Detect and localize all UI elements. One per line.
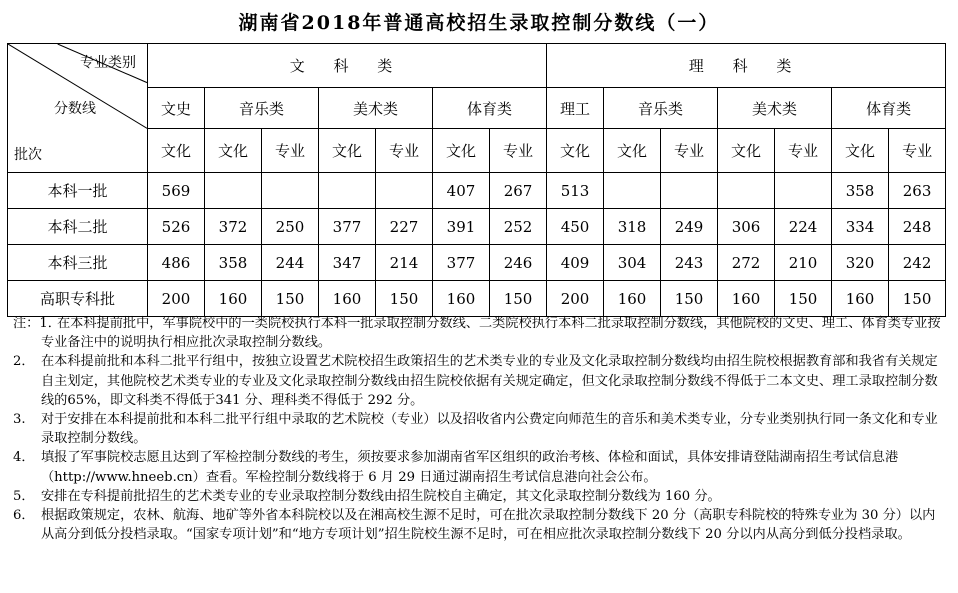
note-text: 在本科提前批中，军事院校中的一类院校执行本科一批录取控制分数线、二类院校执行本科二批录取控制分数线，其他院校的文史、理工、体育类专业按专业备注中的说明执行相应批次录取控制分数线。 bbox=[41, 316, 941, 351]
score-cell: 407 bbox=[433, 173, 490, 209]
score-cell: 569 bbox=[148, 173, 205, 209]
score-cell: 248 bbox=[889, 209, 946, 245]
note-text: 安排在专科提前批招生的艺术类专业的专业录取控制分数线由招生院校自主确定，其文化录取控制分数线为 160 分。 bbox=[41, 488, 721, 504]
score-cell: 358 bbox=[205, 245, 262, 281]
col-header: 专业 bbox=[775, 129, 832, 173]
col-header: 专业 bbox=[262, 129, 319, 173]
table-row bbox=[8, 173, 946, 209]
score-cell bbox=[661, 173, 718, 209]
score-cell: 243 bbox=[661, 245, 718, 281]
col-header: 文化 bbox=[718, 129, 775, 173]
score-cell bbox=[376, 173, 433, 209]
score-cell: 358 bbox=[832, 173, 889, 209]
score-cell: 246 bbox=[490, 245, 547, 281]
note-text: 对于安排在本科提前批和本科二批平行组中录取的艺术院校（专业）以及招收省内公费定向师范生的音乐和美术类专业，分专业类别执行同一条文化和专业录取控制分数线。 bbox=[41, 412, 938, 447]
notes-section bbox=[13, 314, 948, 544]
score-cell bbox=[604, 173, 661, 209]
col-header: 文化 bbox=[319, 129, 376, 173]
score-cell: 150 bbox=[661, 281, 718, 317]
score-cell: 486 bbox=[148, 245, 205, 281]
score-cell: 250 bbox=[262, 209, 319, 245]
score-cell: 372 bbox=[205, 209, 262, 245]
score-cell: 267 bbox=[490, 173, 547, 209]
score-cell: 150 bbox=[376, 281, 433, 317]
score-cell: 320 bbox=[832, 245, 889, 281]
col-header: 文化 bbox=[148, 129, 205, 173]
subcat-header: 理工 bbox=[547, 88, 604, 129]
score-table bbox=[7, 43, 946, 317]
note-number: 3. bbox=[13, 412, 26, 428]
score-cell: 391 bbox=[433, 209, 490, 245]
note-text: 根据政策规定，农林、航海、地矿等外省本科院校以及在湘高校生源不足时，可在批次录取控制分数线下 20 分（高职专科院校的特殊专业为 30 分）以内从高分到低分投档录取。“国家专项计划”和“地方专项计划”招生院校生源不足时，可在相应批次录取控制分数线下 20 分以内从高分到低分投档录取。 bbox=[41, 508, 936, 543]
subcat-header: 美术类 bbox=[319, 88, 433, 129]
score-cell: 377 bbox=[319, 209, 376, 245]
score-cell: 377 bbox=[433, 245, 490, 281]
score-cell: 249 bbox=[661, 209, 718, 245]
subcat-header: 体育类 bbox=[433, 88, 547, 129]
score-cell: 160 bbox=[433, 281, 490, 317]
score-cell: 272 bbox=[718, 245, 775, 281]
note-item bbox=[13, 487, 948, 506]
col-header: 专业 bbox=[490, 129, 547, 173]
score-cell: 160 bbox=[205, 281, 262, 317]
score-cell: 526 bbox=[148, 209, 205, 245]
score-cell: 450 bbox=[547, 209, 604, 245]
score-cell: 513 bbox=[547, 173, 604, 209]
subcat-header: 美术类 bbox=[718, 88, 832, 129]
score-cell: 160 bbox=[718, 281, 775, 317]
score-cell: 304 bbox=[604, 245, 661, 281]
score-cell: 242 bbox=[889, 245, 946, 281]
score-cell: 318 bbox=[604, 209, 661, 245]
note-item bbox=[13, 506, 948, 544]
score-cell: 150 bbox=[775, 281, 832, 317]
score-cell: 244 bbox=[262, 245, 319, 281]
col-header: 文化 bbox=[832, 129, 889, 173]
group-header-liberal-arts: 文 科 类 bbox=[148, 44, 547, 88]
note-item bbox=[13, 448, 948, 486]
col-header: 文化 bbox=[433, 129, 490, 173]
header-category-label: 专业类别 bbox=[80, 55, 136, 71]
note-text: 填报了军事院校志愿且达到了军检控制分数线的考生，须按要求参加湖南省军区组织的政治考核、体检和面试，具体安排请登陆湖南招生考试信息港（http://www.hneeb.cn）查看。军检控制分数线将于 6 月 29 日通过湖南招生考试信息港向社会公布。 bbox=[41, 450, 899, 485]
notes-prefix: 注： bbox=[13, 316, 40, 331]
score-cell: 160 bbox=[319, 281, 376, 317]
score-cell: 334 bbox=[832, 209, 889, 245]
subcat-header: 音乐类 bbox=[604, 88, 718, 129]
score-cell: 306 bbox=[718, 209, 775, 245]
score-cell: 263 bbox=[889, 173, 946, 209]
col-header: 专业 bbox=[376, 129, 433, 173]
note-item bbox=[13, 410, 948, 448]
note-number: 4． bbox=[13, 450, 35, 466]
score-cell bbox=[718, 173, 775, 209]
batch-cell: 本科一批 bbox=[8, 173, 148, 209]
note-number: 1． bbox=[39, 316, 61, 331]
score-cell: 224 bbox=[775, 209, 832, 245]
subcat-header: 音乐类 bbox=[205, 88, 319, 129]
group-header-science: 理 科 类 bbox=[547, 44, 946, 88]
page-title: 湖南省2018年普通高校招生录取控制分数线（一） bbox=[238, 12, 720, 34]
batch-cell: 高职专科批 bbox=[8, 281, 148, 317]
score-cell: 150 bbox=[490, 281, 547, 317]
diagonal-header-cell bbox=[8, 44, 148, 173]
score-cell: 347 bbox=[319, 245, 376, 281]
col-header: 文化 bbox=[547, 129, 604, 173]
note-number: 2． bbox=[13, 354, 35, 370]
batch-cell: 本科二批 bbox=[8, 209, 148, 245]
subcat-header: 体育类 bbox=[832, 88, 946, 129]
note-item bbox=[13, 352, 948, 410]
note-number: 5． bbox=[13, 488, 35, 504]
table-row bbox=[8, 209, 946, 245]
score-cell bbox=[262, 173, 319, 209]
score-cell bbox=[319, 173, 376, 209]
note-item bbox=[13, 314, 948, 352]
score-cell bbox=[205, 173, 262, 209]
score-cell: 200 bbox=[148, 281, 205, 317]
col-header: 专业 bbox=[889, 129, 946, 173]
col-header: 专业 bbox=[661, 129, 718, 173]
score-cell bbox=[775, 173, 832, 209]
score-cell: 150 bbox=[262, 281, 319, 317]
table-row bbox=[8, 245, 946, 281]
col-header: 文化 bbox=[604, 129, 661, 173]
subcat-header: 文史 bbox=[148, 88, 205, 129]
score-cell: 214 bbox=[376, 245, 433, 281]
header-score-line-label: 分数线 bbox=[54, 101, 96, 117]
score-cell: 210 bbox=[775, 245, 832, 281]
score-cell: 200 bbox=[547, 281, 604, 317]
header-batch-label: 批次 bbox=[14, 147, 42, 163]
score-cell: 252 bbox=[490, 209, 547, 245]
note-text: 在本科提前批和本科二批平行组中，按独立设置艺术院校招生政策招生的艺术类专业的专业及文化录取控制分数线均由招生院校根据教育部和我省有关规定自主划定，其他院校艺术类专业的专业及文化录取控制分数线由招生院校依据有关规定确定，但文化录取控制分数线不得低于二本文史、理工录取控制分数线的65%，即文科类不得低于341 分、理科类不得低于 292 分。 bbox=[41, 354, 938, 408]
batch-cell: 本科三批 bbox=[8, 245, 148, 281]
score-cell: 227 bbox=[376, 209, 433, 245]
col-header: 文化 bbox=[205, 129, 262, 173]
score-cell: 409 bbox=[547, 245, 604, 281]
score-cell: 160 bbox=[832, 281, 889, 317]
note-number: 6． bbox=[13, 508, 35, 524]
table-row bbox=[8, 281, 946, 317]
score-cell: 150 bbox=[889, 281, 946, 317]
score-cell: 160 bbox=[604, 281, 661, 317]
